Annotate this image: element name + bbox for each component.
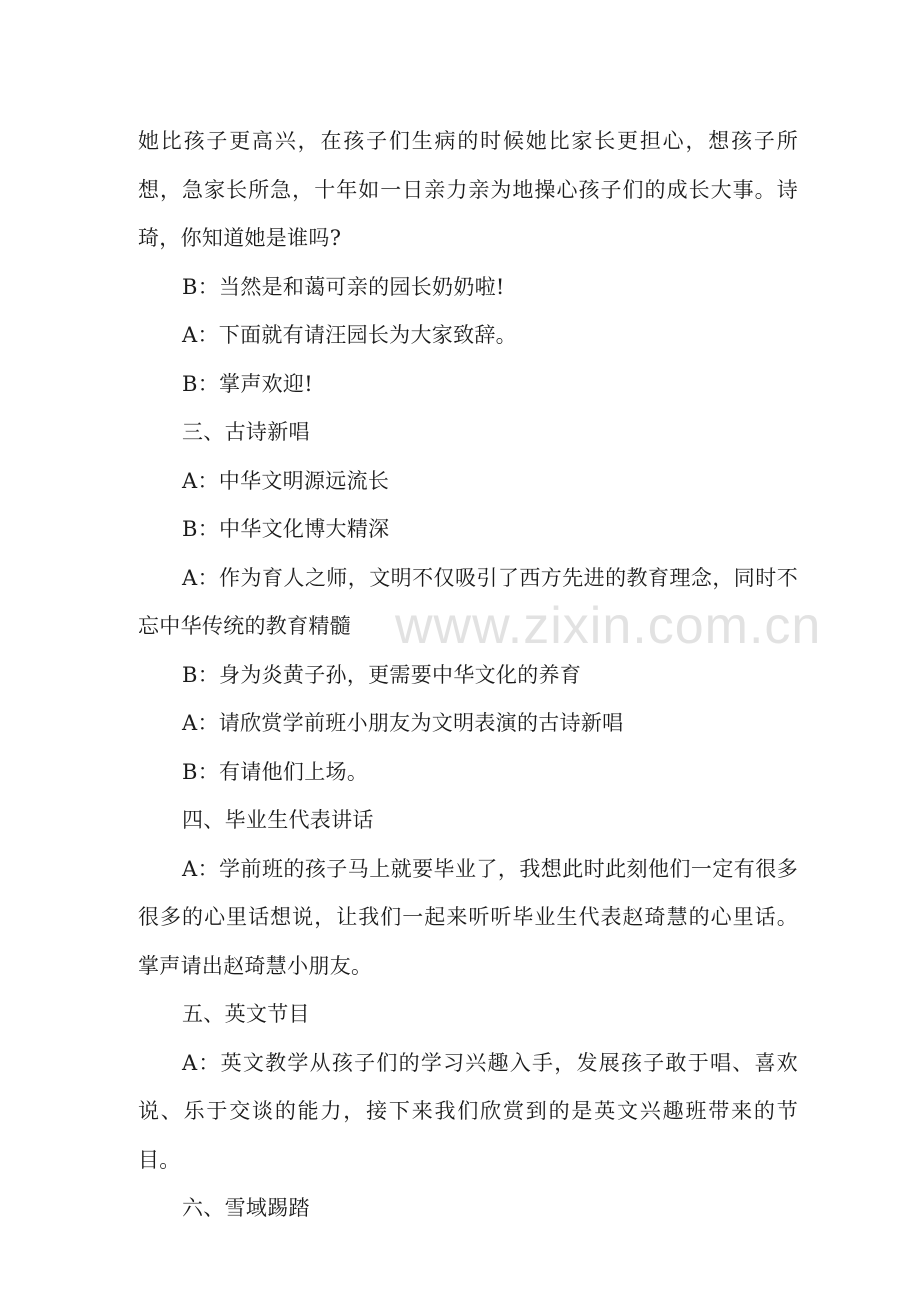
dialogue-line-b: B：掌声欢迎!	[182, 371, 313, 396]
section-heading-6: 六、雪域踢踏	[182, 1196, 310, 1220]
site-watermark: www.zixin.com.cn	[395, 597, 822, 655]
dialogue-line-b: B：身为炎黄子孙，更需要中华文化的养育	[182, 662, 582, 687]
section-heading-4: 四、毕业生代表讲话	[182, 808, 374, 832]
dialogue-line-b: B：中华文化博大精深	[182, 517, 390, 541]
dialogue-line-a: A：学前班的孩子马上就要毕业了，我想此时此刻他们一定有很多很多的心里话想说，让我们一起来听听毕业生代表赵琦慧的心里话。掌声请出赵琦慧小朋友。	[138, 856, 798, 978]
section-heading-5: 五、英文节目	[182, 1002, 310, 1026]
dialogue-line-a: A：请欣赏学前班小朋友为文明表演的古诗新唱	[182, 711, 624, 735]
document-body	[138, 117, 798, 1233]
paragraph-continuation: 她比孩子更高兴，在孩子们生病的时候她比家长更担心，想孩子所想，急家长所急，十年如一日亲力亲为地操心孩子们的成长大事。诗琦，你知道她是谁吗?	[138, 129, 798, 250]
dialogue-line-a: A：下面就有请汪园长为大家致辞。	[182, 323, 517, 347]
dialogue-line-b: B：当然是和蔼可亲的园长奶奶啦!	[182, 274, 505, 299]
dialogue-line-a: A：英文教学从孩子们的学习兴趣入手，发展孩子敢于唱、喜欢说、乐于交谈的能力，接下来我们欣赏到的是英文兴趣班带来的节目。	[138, 1050, 798, 1172]
dialogue-line-a: A：中华文明源远流长	[182, 468, 390, 493]
dialogue-line-a: A：作为育人之师，文明不仅吸引了西方先进的教育理念，同时不忘中华传统的教育精髓	[138, 565, 798, 638]
dialogue-line-b: B：有请他们上场。	[182, 759, 369, 784]
section-heading-3: 三、古诗新唱	[182, 420, 310, 444]
